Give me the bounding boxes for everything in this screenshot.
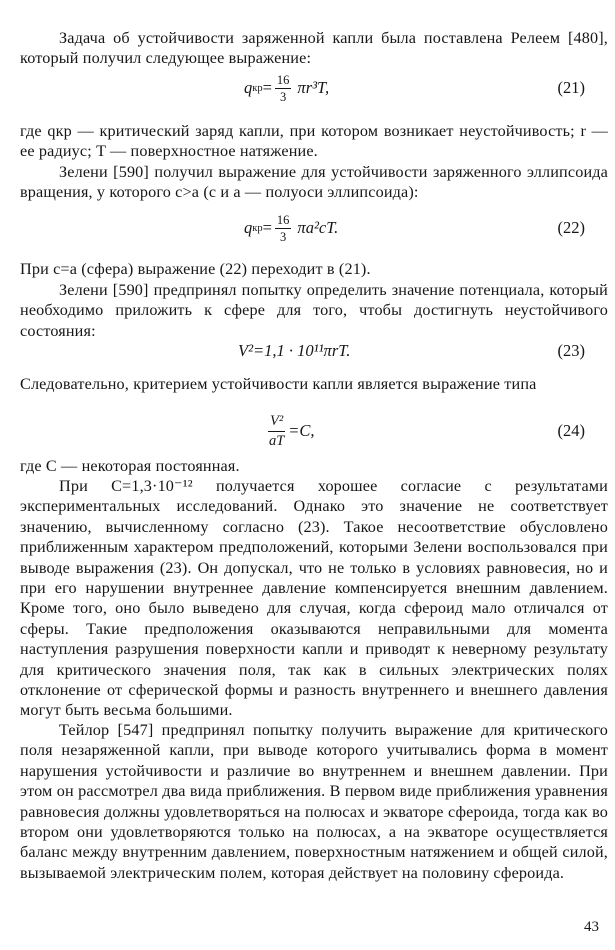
paragraph-criterion: Следовательно, критерием устойчивости капли является выражение типа — [20, 375, 537, 393]
paragraph-rayleigh: Задача об устойчивости заряженной капли была поставлена Релеем [480], который получил следующее выражение: — [20, 29, 608, 68]
equation-21-denominator: 3 — [280, 89, 287, 104]
paragraph-definitions: где qкр — критический заряд капли, при котором возникает неустойчивость; r — ее радиус; T — поверхностное натяжение. — [20, 122, 608, 161]
page-number: 43 — [584, 919, 599, 935]
equation-22-fraction — [275, 213, 292, 244]
equation-21-label: (21) — [557, 78, 585, 97]
equation-21 — [0, 68, 615, 108]
paragraph-experimental-agreement: При C=1,3·10⁻¹² получается хорошее согласие с результатами экспериментальных исследований. Однако это значение не соответствует значению, вычисленному согласно (23). Такое несоответствие обусловлено приближенным характером предположений, которыми Зелени воспользовался при выводе выражения (23). Он допускал, что не только в условиях равновесия, но и при его нарушении внутреннее давление компенсируется внешним давлением. Кроме того, оно было выведено для случая, когда сфероид мало отличался от сферы. Такие предположения оказываются неправильными для момента наступления разрушения поверхности капли и приводят к неверному результату для критического значения поля, так как в сильных электрических полях отклонение от сферической формы и разность внутреннего и внешнего давления могут быть весьма большими. — [20, 477, 608, 720]
equation-22-rhs: πa²cT. — [297, 218, 339, 237]
equation-21-numerator: 16 — [276, 72, 290, 87]
equation-21-fraction — [275, 73, 292, 104]
paragraph-sphere-case: При c=a (сфера) выражение (22) переходит в (21). — [20, 260, 371, 278]
equation-21-lhs: q — [244, 78, 253, 97]
equation-22-denominator: 3 — [280, 229, 287, 244]
equation-24-numerator: V² — [268, 413, 285, 432]
paragraph-taylor: Тейлор [547] предпринял попытку получить выражение для критического поля незаряженной капли, при выводе которого учитывались форма в момент нарушения устойчивости и различие во внутреннем и внешнем давлении. При этом он рассмотрел два вида приближения. В первом виде приближения уравнения равновесия должны удовлетворяться на полюсах и экваторе сфероида, тогда как во втором они удовлетворяются только на полюсах, а на экваторе осуществляется баланс между внутренним давлением, поверхностным натяжением и общей силой, вызываемой электрическим полем, которая действует на половину сфероида. — [20, 721, 608, 882]
equation-22-subscript: кр — [252, 222, 263, 234]
equation-23 — [0, 331, 615, 371]
equation-21-subscript: кр — [252, 82, 263, 94]
paragraph-constant: где C — некоторая постоянная. — [20, 457, 240, 475]
paragraph-zeleny-ellipsoid: Зелени [590] получил выражение для устойчивости заряженного эллипсоида вращения, у которого c>a (c и a — полуоси эллипсоида): — [20, 163, 608, 202]
equation-22-label: (22) — [557, 218, 585, 237]
equation-21-equals: = — [262, 78, 272, 97]
equation-24 — [0, 411, 615, 451]
equation-23-label: (23) — [557, 341, 585, 360]
equation-21-rhs: πr³T, — [297, 78, 330, 97]
equation-23-expression: V²=1,1 · 10¹¹πrT. — [238, 341, 351, 360]
equation-24-denominator: aT — [268, 432, 285, 449]
paragraph-zeleny-potential: Зелени [590] предпринял попытку определить значение потенциала, который необходимо приложить к сфере для того, чтобы достигнуть неустойчивого состояния: — [20, 281, 608, 340]
equation-22-equals: = — [262, 218, 272, 237]
equation-24-fraction — [268, 413, 285, 450]
equation-24-rhs: =C, — [288, 421, 315, 440]
equation-22-lhs: q — [244, 218, 253, 237]
equation-22 — [0, 208, 615, 248]
equation-24-label: (24) — [557, 421, 585, 440]
equation-22-numerator: 16 — [276, 212, 290, 227]
